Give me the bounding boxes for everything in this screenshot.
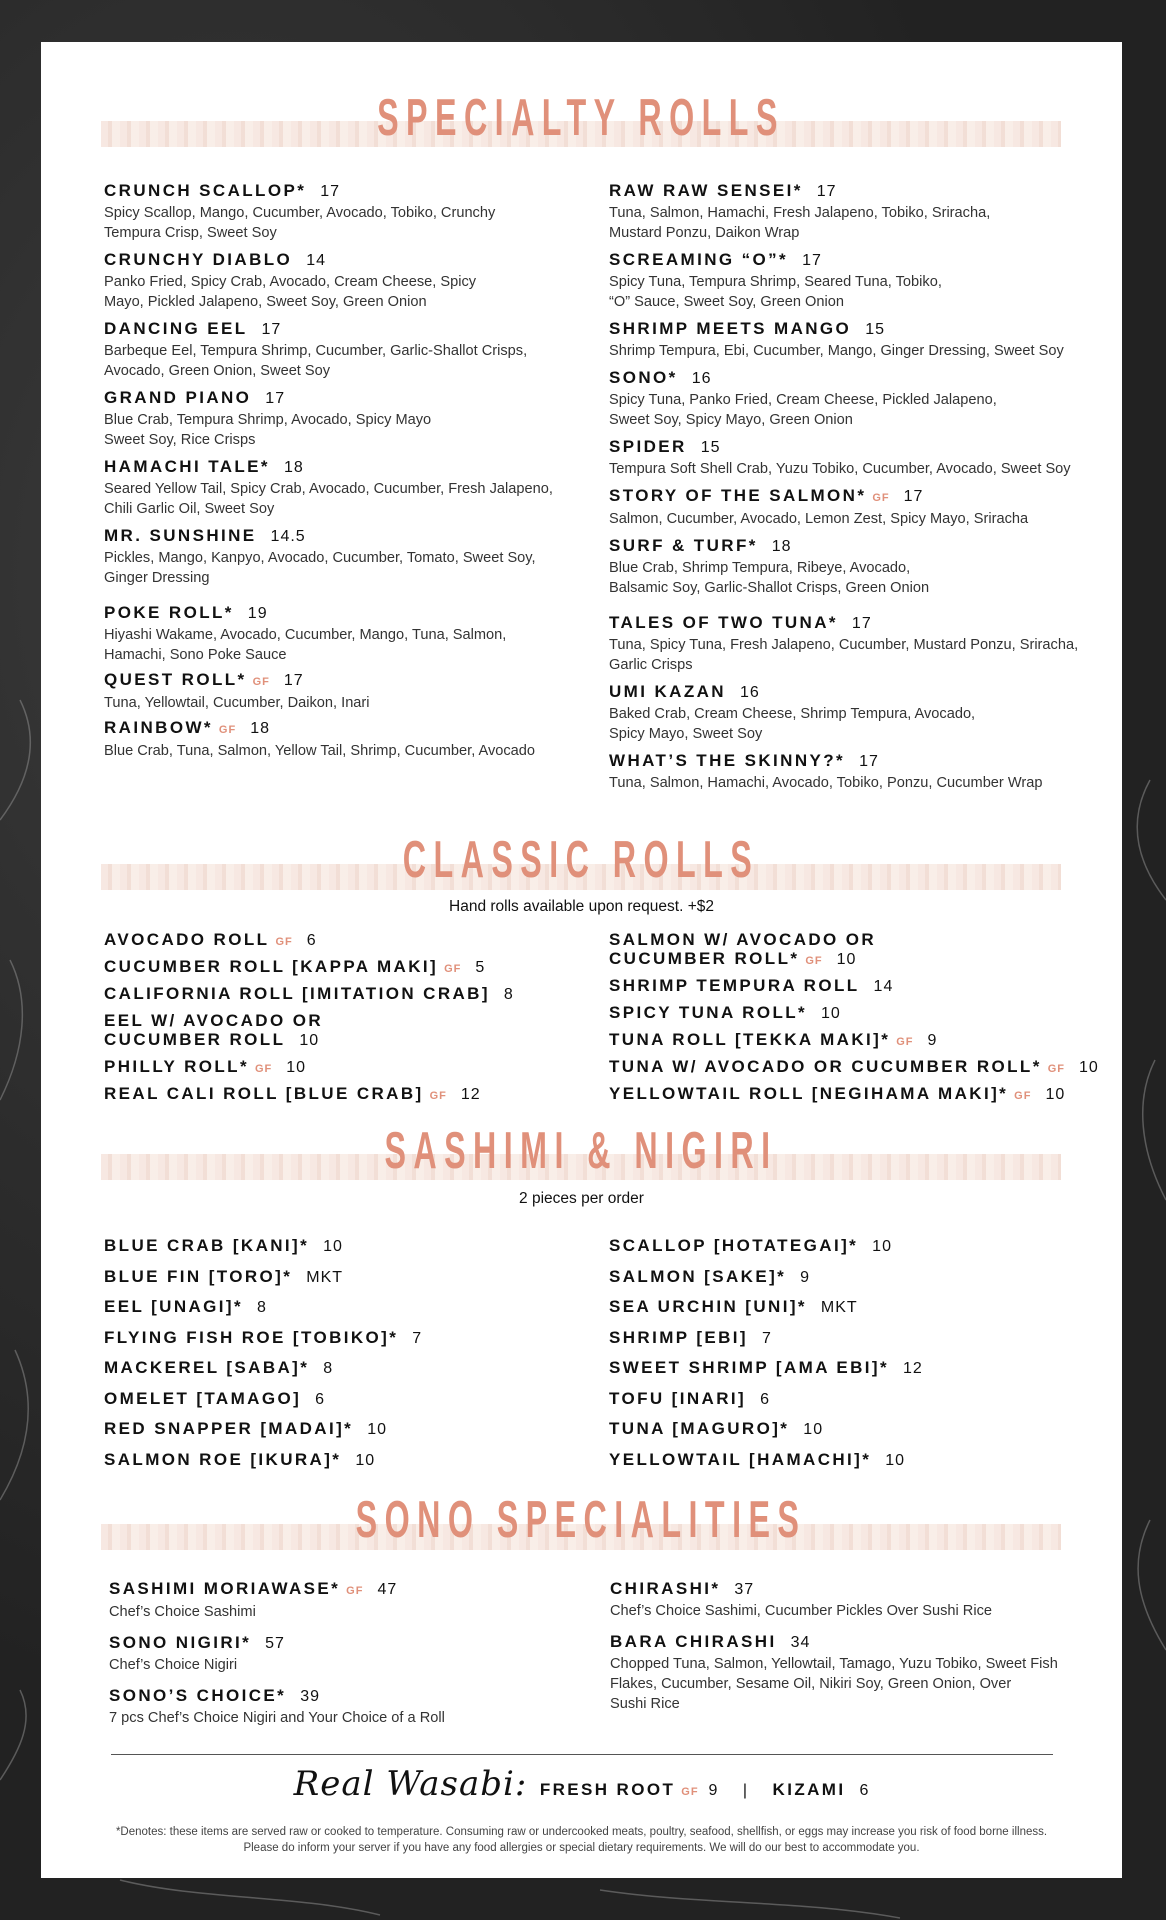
menu-item-price: 10: [355, 1451, 376, 1469]
menu-item-header: [609, 180, 1109, 203]
menu-item-name: SONO*: [609, 368, 678, 387]
menu-item: [609, 180, 1109, 243]
menu-item: [104, 1446, 584, 1477]
menu-item-name: BLUE FIN [TORO]*: [104, 1266, 293, 1286]
menu-item-price: 10: [836, 951, 857, 968]
menu-item-name: CUCUMBER ROLL: [104, 1030, 286, 1049]
menu-item-name: CUCUMBER ROLL [KAPPA MAKI]: [104, 957, 439, 976]
menu-item: [609, 972, 1119, 999]
fresh-root-label: FRESH ROOT: [539, 1780, 676, 1799]
menu-item-name: HAMACHI TALE*: [104, 457, 270, 476]
menu-item-name: CALIFORNIA ROLL [IMITATION CRAB]: [104, 984, 490, 1003]
menu-item-price: 34: [790, 1634, 811, 1651]
menu-item: [609, 1232, 1089, 1263]
gf-badge: GF: [429, 1090, 447, 1102]
menu-item-price: MKT: [306, 1268, 344, 1286]
menu-item-price: 10: [323, 1238, 343, 1255]
menu-item: [609, 485, 1109, 529]
menu-item-name: REAL CALI ROLL [BLUE CRAB]: [104, 1084, 424, 1103]
menu-item-header: [104, 318, 574, 341]
menu-item-price: 10: [367, 1421, 387, 1438]
menu-item: [109, 1685, 579, 1728]
menu-item-name: OMELET [TAMAGO]: [104, 1388, 302, 1408]
menu-item-price: 18: [250, 720, 270, 737]
menu-item-description: Chef’s Choice Sashimi, Cucumber Pickles Over Sushi Rice: [610, 1603, 993, 1619]
menu-item-price: 14: [873, 978, 894, 995]
menu-item-price: 17: [903, 488, 924, 505]
menu-item-name: SWEET SHRIMP [AMA EBI]*: [609, 1358, 889, 1377]
menu-item-description: Tuna, Yellowtail, Cucumber, Daikon, Inari: [104, 695, 370, 711]
menu-item-header: [609, 681, 1109, 704]
menu-item: [610, 1631, 1110, 1714]
menu-item-price: 12: [903, 1360, 923, 1377]
menu-item-description: Blue Crab, Shrimp Tempura, Ribeye, Avocado,: [609, 560, 911, 576]
menu-item-price: 5: [475, 959, 486, 976]
separator: |: [742, 1782, 749, 1799]
kizami-price: 6: [859, 1782, 870, 1799]
menu-item-header: [610, 1631, 1110, 1654]
menu-item-price: 10: [1045, 1086, 1066, 1103]
menu-item-header: [104, 249, 574, 272]
menu-item-name: SONO NIGIRI*: [109, 1633, 252, 1652]
specialities-left-column: [109, 1578, 579, 1738]
menu-item-price: 17: [859, 753, 879, 770]
menu-item-name: BLUE CRAB [KANI]*: [104, 1236, 310, 1255]
menu-item: [104, 1293, 584, 1324]
menu-item-description: Chef’s Choice Sashimi: [109, 1604, 256, 1620]
menu-item-header: [609, 367, 1109, 390]
menu-item-price: 10: [803, 1421, 824, 1438]
menu-item-description: Sushi Rice: [610, 1696, 680, 1712]
menu-item-name: TUNA W/ AVOCADO OR CUCUMBER ROLL*: [609, 1057, 1042, 1076]
menu-item-line: [104, 1030, 584, 1050]
menu-item-price: 17: [320, 183, 341, 200]
menu-item-name: SHRIMP [EBI]: [609, 1327, 748, 1347]
menu-item-name: CRUNCH SCALLOP*: [104, 181, 307, 200]
menu-item-price: 16: [739, 684, 760, 701]
menu-item: [104, 180, 574, 243]
classic-subtitle: Hand rolls available upon request. +$2: [449, 898, 714, 915]
menu-item: [104, 456, 574, 519]
menu-item-name: BARA CHIRASHI: [610, 1632, 777, 1651]
menu-item-description: Blue Crab, Tuna, Salmon, Yellow Tail, Shrimp, Cucumber, Avocado: [104, 743, 536, 759]
menu-item: [609, 1354, 1089, 1385]
menu-item-description: Barbeque Eel, Tempura Shrimp, Cucumber, Garlic-Shallot Crisps,: [104, 343, 528, 359]
menu-item-description: Chef’s Choice Nigiri: [109, 1657, 238, 1673]
menu-item: [609, 999, 1119, 1026]
menu-item-price: 17: [816, 183, 837, 200]
menu-item: [104, 318, 574, 381]
section-title-classic: CLASSIC ROLLS: [402, 831, 760, 889]
gf-badge: GF: [218, 724, 237, 736]
menu-item-name: QUEST ROLL*: [104, 670, 247, 689]
menu-item-header: [109, 1685, 579, 1708]
menu-item: [104, 525, 574, 588]
menu-item-description: Panko Fried, Spicy Crab, Avocado, Cream Cheese, Spicy: [104, 274, 477, 290]
menu-item-name: SALMON [SAKE]*: [609, 1266, 787, 1286]
menu-item-line: [609, 949, 1119, 971]
menu-item-description: Hiyashi Wakame, Avocado, Cucumber, Mango, Tuna, Salmon,: [104, 627, 507, 643]
menu-item-name: AVOCADO ROLL: [104, 930, 270, 949]
menu-item-name: MR. SUNSHINE: [104, 526, 257, 545]
menu-item-name: SONO’S CHOICE*: [109, 1686, 287, 1705]
menu-item-header: [104, 717, 574, 741]
menu-item-name: SASHIMI MORIAWASE*: [109, 1579, 341, 1598]
menu-item-price: 15: [865, 321, 885, 338]
menu-item: [609, 535, 1109, 598]
menu-item-name: YELLOWTAIL ROLL [NEGIHAMA MAKI]*: [609, 1084, 1009, 1103]
menu-item: [609, 1385, 1089, 1416]
menu-item-description: Balsamic Soy, Garlic-Shallot Crisps, Green Onion: [609, 580, 930, 596]
menu-item-price: 57: [265, 1635, 285, 1652]
menu-item-price: 9: [800, 1268, 811, 1286]
menu-item-name: SALMON ROE [IKURA]*: [104, 1449, 342, 1469]
menu-item: [104, 1385, 584, 1416]
menu-item-description: Blue Crab, Tempura Shrimp, Avocado, Spicy Mayo: [104, 412, 432, 428]
menu-item-description: Spicy Tuna, Panko Fried, Cream Cheese, Pickled Jalapeno,: [609, 392, 997, 408]
menu-item-price: 8: [257, 1299, 267, 1316]
menu-item-name: SEA URCHIN [UNI]*: [609, 1297, 807, 1316]
menu-item-name: DANCING EEL: [104, 319, 248, 338]
gf-badge: GF: [275, 936, 293, 948]
menu-item-price: 14: [306, 252, 326, 269]
menu-item-description: Ginger Dressing: [104, 570, 210, 586]
classic-right-column: [609, 926, 1119, 1107]
footer-divider: [111, 1754, 1053, 1755]
menu-item-name: SHRIMP TEMPURA ROLL: [609, 976, 860, 995]
sashimi-right-column: [609, 1232, 1089, 1476]
menu-item-name: PHILLY ROLL*: [104, 1057, 249, 1076]
sashimi-left-column: [104, 1232, 584, 1476]
menu-item-name: STORY OF THE SALMON*: [609, 486, 867, 505]
menu-item: [609, 750, 1109, 793]
menu-page: [41, 42, 1122, 1878]
gf-badge: GF: [805, 955, 823, 967]
menu-item-description: Sweet Soy, Rice Crisps: [104, 432, 256, 448]
menu-item-price: 17: [283, 672, 304, 689]
menu-item-name: CHIRASHI*: [610, 1579, 721, 1598]
menu-item: [104, 1263, 584, 1294]
menu-item: [609, 926, 1119, 972]
menu-item-header: [609, 485, 1109, 509]
classic-left-column: [104, 926, 584, 1107]
menu-item-price: 10: [821, 1005, 841, 1022]
menu-item: [609, 681, 1109, 744]
menu-item-price: 9: [927, 1032, 938, 1049]
section-title-specialities: SONO SPECIALITIES: [355, 1491, 807, 1549]
gf-badge: GF: [681, 1786, 699, 1798]
menu-item-price: 10: [286, 1059, 307, 1076]
menu-item-price: 18: [771, 538, 792, 555]
menu-item-description: Tempura Crisp, Sweet Soy: [104, 225, 277, 241]
menu-item: [104, 1232, 584, 1263]
menu-item-price: 18: [283, 459, 304, 476]
menu-item-header: [104, 602, 574, 625]
menu-item-header: [609, 535, 1109, 558]
menu-item-name: TUNA ROLL [TEKKA MAKI]*: [609, 1030, 891, 1049]
menu-item-description: Spicy Scallop, Mango, Cucumber, Avocado, Tobiko, Crunchy: [104, 205, 496, 221]
gf-badge: GF: [896, 1036, 914, 1048]
menu-item-price: 15: [700, 439, 721, 456]
menu-item: [109, 1578, 579, 1622]
menu-item-name: YELLOWTAIL [HAMACHI]*: [609, 1449, 872, 1469]
menu-item-header: [104, 387, 574, 410]
menu-item-name: SALMON W/ AVOCADO OR: [609, 930, 877, 949]
menu-item-price: 6: [315, 1390, 326, 1408]
menu-item-description: Mustard Ponzu, Daikon Wrap: [609, 225, 800, 241]
menu-item-description: Tempura Soft Shell Crab, Yuzu Tobiko, Cucumber, Avocado, Sweet Soy: [609, 461, 1071, 477]
menu-item-price: 6: [760, 1390, 770, 1408]
menu-item: [609, 249, 1109, 312]
menu-item-header: [104, 669, 574, 693]
specialty-right-column: [609, 180, 1109, 799]
menu-item: [609, 1446, 1089, 1477]
menu-item-description: Chili Garlic Oil, Sweet Soy: [104, 501, 275, 517]
menu-item: [609, 612, 1109, 675]
footnote-line-1: *Denotes: these items are served raw or cooked to temperature. Consuming raw or undercooked meats, poultry, seafood, shellfish, or eggs may increase you risk of food borne illness.: [115, 1826, 1048, 1838]
menu-item-price: 19: [247, 605, 268, 622]
menu-item-price: 17: [851, 615, 872, 632]
menu-item-name: CRUNCHY DIABLO: [104, 250, 293, 269]
menu-item-description: Salmon, Cucumber, Avocado, Lemon Zest, Spicy Mayo, Sriracha: [609, 511, 1029, 527]
menu-item: [104, 1007, 584, 1053]
menu-item-header: [609, 249, 1109, 272]
menu-item-name: FLYING FISH ROE [TOBIKO]*: [104, 1327, 399, 1347]
menu-item-header: [104, 525, 574, 548]
menu-item: [104, 249, 574, 312]
menu-item-name: RAW RAW SENSEI*: [609, 181, 803, 200]
menu-item-description: “O” Sauce, Sweet Soy, Green Onion: [609, 294, 844, 310]
section-title-sashimi: SASHIMI & NIGIRI: [384, 1122, 778, 1180]
section-title-specialty: SPECIALTY ROLLS: [377, 89, 785, 147]
menu-item-name: CUCUMBER ROLL*: [609, 949, 800, 968]
menu-item-description: Baked Crab, Cream Cheese, Shrimp Tempura, Avocado,: [609, 706, 976, 722]
sashimi-subtitle: 2 pieces per order: [519, 1190, 644, 1207]
menu-item-name: UMI KAZAN: [609, 682, 726, 701]
gf-badge: GF: [1014, 1090, 1032, 1102]
menu-item-description: Shrimp Tempura, Ebi, Cucumber, Mango, Ginger Dressing, Sweet Soy: [609, 343, 1064, 359]
menu-item-name: SURF & TURF*: [609, 536, 758, 555]
menu-item: [104, 1354, 584, 1385]
menu-item-name: TUNA [MAGURO]*: [609, 1419, 790, 1438]
menu-item: [109, 1632, 579, 1675]
fresh-root-price: 9: [708, 1782, 719, 1799]
menu-item-price: 10: [885, 1451, 906, 1469]
menu-item-price: 17: [802, 252, 822, 269]
footnote-line-2: Please do inform your server if you have any food allergies or special dietary requirements. We will do our best to accommodate you.: [243, 1842, 920, 1854]
menu-item-price: 39: [300, 1688, 320, 1705]
menu-item: [104, 1053, 584, 1080]
menu-item: [609, 1263, 1089, 1294]
menu-item: [609, 1053, 1119, 1080]
menu-item: [104, 926, 584, 953]
menu-item-price: 16: [691, 370, 712, 387]
menu-item-description: Hamachi, Sono Poke Sauce: [104, 647, 287, 663]
menu-item-name: TOFU [INARI]: [609, 1388, 747, 1408]
menu-item-price: 8: [503, 986, 514, 1003]
menu-item-header: [104, 456, 574, 479]
menu-item-price: 10: [1079, 1059, 1099, 1076]
menu-item-description: Spicy Tuna, Tempura Shrimp, Seared Tuna, Tobiko,: [609, 274, 942, 290]
menu-item-price: 14.5: [270, 528, 306, 545]
menu-item-header: [609, 318, 1109, 341]
menu-item: [609, 1080, 1119, 1107]
menu-item-description: Sweet Soy, Spicy Mayo, Green Onion: [609, 412, 853, 428]
menu-item: [104, 1415, 584, 1446]
gf-badge: GF: [872, 492, 890, 504]
menu-item-price: 7: [412, 1329, 423, 1347]
menu-item-price: 17: [265, 390, 286, 407]
menu-item: [609, 318, 1109, 361]
menu-item-name: SCALLOP [HOTATEGAI]*: [609, 1236, 859, 1255]
menu-item-description: Flakes, Cucumber, Sesame Oil, Nikiri Soy, Green Onion, Over: [610, 1676, 1012, 1692]
specialty-left-column: [104, 180, 574, 765]
menu-item: [104, 387, 574, 450]
gf-badge: GF: [346, 1585, 364, 1597]
menu-item-name: GRAND PIANO: [104, 388, 252, 407]
menu-item-header: [609, 436, 1109, 459]
menu-item-description: 7 pcs Chef’s Choice Nigiri and Your Choice of a Roll: [109, 1710, 445, 1726]
menu-item-price: 7: [762, 1329, 772, 1347]
menu-item-name: SPIDER: [609, 437, 687, 456]
menu-item: [609, 367, 1109, 430]
menu-item: [104, 717, 574, 761]
menu-item: [609, 1415, 1089, 1446]
menu-item-price: 47: [377, 1581, 398, 1598]
menu-item-description: Tuna, Salmon, Hamachi, Avocado, Tobiko, Ponzu, Cucumber Wrap: [609, 775, 1043, 791]
menu-item-price: 10: [299, 1032, 320, 1049]
menu-item: [609, 1026, 1119, 1053]
menu-item-name: SHRIMP MEETS MANGO: [609, 319, 852, 338]
menu-item: [104, 669, 574, 713]
menu-item-price: 8: [323, 1360, 334, 1377]
menu-item-header: [109, 1632, 579, 1655]
menu-item-name: SCREAMING “O”*: [609, 250, 789, 269]
menu-item-description: Tuna, Spicy Tuna, Fresh Jalapeno, Cucumber, Mustard Ponzu, Sriracha,: [609, 637, 1079, 653]
menu-item-name: TALES OF TWO TUNA*: [609, 613, 838, 632]
menu-item-description: Tuna, Salmon, Hamachi, Fresh Jalapeno, Tobiko, Sriracha,: [609, 205, 991, 221]
menu-item-description: Seared Yellow Tail, Spicy Crab, Avocado, Cucumber, Fresh Jalapeno,: [104, 481, 553, 497]
menu-item-description: Spicy Mayo, Sweet Soy: [609, 726, 763, 742]
menu-item-price: 6: [306, 932, 317, 949]
specialities-right-column: [610, 1578, 1110, 1724]
menu-item-name: WHAT’S THE SKINNY?*: [609, 751, 846, 770]
menu-item-name: EEL [UNAGI]*: [104, 1297, 243, 1316]
menu-item-description: Avocado, Green Onion, Sweet Soy: [104, 363, 331, 379]
menu-item-name: MACKEREL [SABA]*: [104, 1358, 310, 1377]
wasabi-line: [41, 1764, 1122, 1804]
gf-badge: GF: [252, 676, 270, 688]
menu-item-price: MKT: [820, 1299, 858, 1316]
menu-item-header: [109, 1578, 579, 1602]
menu-item-header: [104, 180, 574, 203]
menu-item-name: EEL W/ AVOCADO OR: [104, 1011, 323, 1030]
menu-item: [104, 953, 584, 980]
menu-item-description: Garlic Crisps: [609, 657, 693, 673]
menu-item: [104, 1324, 584, 1355]
menu-item-description: Chopped Tuna, Salmon, Yellowtail, Tamago, Yuzu Tobiko, Sweet Fish: [610, 1656, 1058, 1672]
menu-item-price: 12: [460, 1086, 481, 1103]
gf-badge: GF: [1047, 1063, 1065, 1075]
menu-item: [609, 436, 1109, 479]
menu-item-price: 37: [734, 1581, 755, 1598]
menu-item-header: [609, 612, 1109, 635]
menu-item-name: SPICY TUNA ROLL*: [609, 1003, 808, 1022]
gf-badge: GF: [255, 1063, 273, 1075]
menu-item-price: 17: [261, 321, 282, 338]
menu-item: [610, 1578, 1110, 1621]
menu-item-description: Pickles, Mango, Kanpyo, Avocado, Cucumber, Tomato, Sweet Soy,: [104, 550, 536, 566]
menu-item: [104, 1080, 584, 1107]
menu-item: [609, 1293, 1089, 1324]
menu-item-description: Mayo, Pickled Jalapeno, Sweet Soy, Green Onion: [104, 294, 427, 310]
menu-item-name: RAINBOW*: [104, 718, 213, 737]
menu-item-price: 10: [872, 1238, 892, 1255]
kizami-label: KIZAMI: [772, 1780, 846, 1799]
menu-item-name: RED SNAPPER [MADAI]*: [104, 1419, 354, 1438]
menu-item-name: POKE ROLL*: [104, 603, 234, 622]
menu-item-header: [610, 1578, 1110, 1601]
real-wasabi-script: Real Wasabi:: [293, 1764, 528, 1804]
menu-item-header: [609, 750, 1109, 773]
menu-item: [609, 1324, 1089, 1355]
menu-item: [104, 602, 574, 665]
gf-badge: GF: [444, 963, 462, 975]
menu-item: [104, 980, 584, 1007]
footnote: [41, 1824, 1122, 1856]
